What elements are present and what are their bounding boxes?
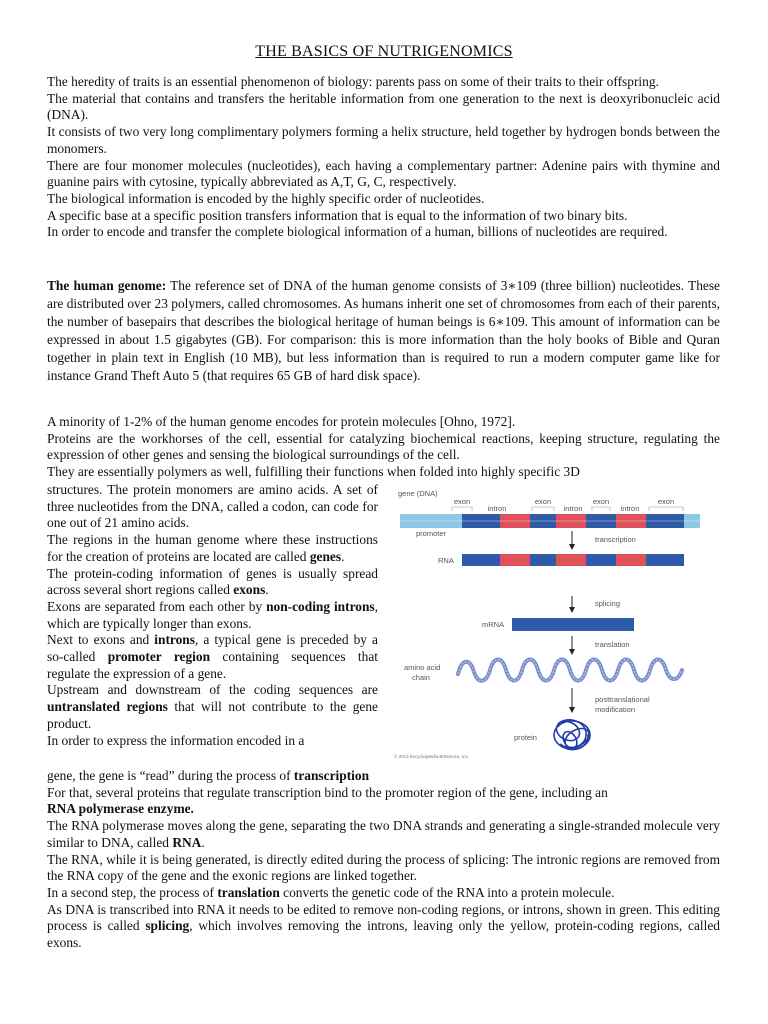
paragraph: A specific base at a specific position transfers information that is equal to the information of two binary bits. <box>47 207 628 223</box>
transcription-section <box>47 768 720 952</box>
text-span: , a typical gene is preceded by a so-called <box>47 632 378 665</box>
gene-dna-label: gene (DNA) <box>398 489 438 498</box>
text-span: For that, several proteins that regulate transcription bind to the promoter region of the gene, including an <box>47 784 608 800</box>
bold-term: transcription <box>293 768 370 783</box>
text-span: Upstream and downstream of the coding sequences are <box>47 682 378 698</box>
modification-label: modification <box>595 705 636 714</box>
folded-protein <box>553 718 592 752</box>
bold-term: translation <box>217 884 280 900</box>
paragraph <box>47 885 720 902</box>
bold-term: RNA <box>172 834 202 850</box>
text-span: The RNA polymerase moves along the gene, separating the two DNA strands and generating a single-stranded molecule very similar to DNA, called <box>47 818 720 850</box>
exon-label: exon <box>534 497 552 506</box>
genome-text: The reference set of DNA of the human genome consists of 3∗109 (three billion) nucleotides. These are distributed over 23 polymers, called chromosomes. As humans inherit one set of chromosomes from each of their parents, the number of basepairs that describes the biological heritage of human beings is 6∗109. This amount of information can be expressed in about 1.5 gigabytes (GB). For comparison: this is more information than the holy books of Bible and Quran together in plain text in English (10 MB), but less information than is required to run a modern computer game like for instance Grand Theft Auto 5 (that requires 65 GB of hard disk space). <box>47 278 720 384</box>
paragraph <box>47 768 720 785</box>
paragraph <box>47 566 378 599</box>
proteins-section <box>47 414 720 481</box>
paragraph <box>47 532 378 565</box>
intron-label: intron <box>620 504 640 513</box>
paragraph: The RNA, while it is being generated, is directly edited during the process of splicing: The intronic regions are removed from the RNA copy of the gene and the exonic regions are linked together. <box>47 851 720 884</box>
paragraph: The biological information is encoded by the highly specific order of nucleotides. <box>47 190 485 206</box>
bold-term: non-coding introns <box>266 598 375 614</box>
posttranslational-label: posttranslational <box>595 695 650 704</box>
paragraph <box>47 818 720 851</box>
paragraph <box>47 632 378 682</box>
bold-term: untranslated regions <box>47 699 168 715</box>
text-span: The protein-coding information of genes is usually spread across several short regions called <box>47 565 378 598</box>
paragraph <box>47 277 720 386</box>
gene-expression-diagram <box>390 484 720 764</box>
paragraph: In order to encode and transfer the complete biological information of a human, billions of nucleotides are required. <box>47 224 668 240</box>
human-genome-section <box>47 277 720 386</box>
mrna-label: mRNA <box>482 620 505 629</box>
paragraph: There are four monomer molecules (nucleotides), each having a complementary partner: Adenine pairs with thymine and guanine pairs with cytosine, typically abbreviated as A,T, G, C, respectively. <box>47 157 720 190</box>
text-span: converts the genetic code of the RNA into a protein molecule. <box>279 884 615 900</box>
paragraph: A minority of 1-2% of the human genome encodes for protein molecules [Ohno, 1972]. <box>47 414 516 429</box>
paragraph: They are essentially polymers as well, fulfilling their functions when folded into highly specific 3D <box>47 464 580 480</box>
rna-label: RNA <box>438 556 454 565</box>
paragraph: structures. The protein monomers are amino acids. A set of three nucleotides from the DNA, called a codon, can code for one out of 21 amino acids. <box>47 482 378 531</box>
paragraph: The heredity of traits is an essential phenomenon of biology: parents pass on some of their traits to their offspring. <box>47 74 659 89</box>
transcription-label: transcription <box>595 535 636 544</box>
chain-label: chain <box>412 673 430 682</box>
section-heading: The human genome: <box>47 278 167 293</box>
intro-section <box>47 74 720 241</box>
mrna-strand <box>512 618 634 631</box>
paragraph: The material that contains and transfers the heritable information from one generation to the next is deoxyribonucleic acid (DNA). <box>47 90 720 123</box>
text-span: . <box>341 548 345 564</box>
text-span: that will not contribute to the gene product. <box>47 699 378 731</box>
figure-copyright: © 2013 Encyclopædia Britannica, Inc. <box>394 754 470 759</box>
paragraph <box>47 599 378 632</box>
paragraph <box>47 785 720 818</box>
paragraph: It consists of two very long complimentary polymers forming a helix structure, held together by hydrogen bonds between the monomers. <box>47 124 720 156</box>
bold-term: promoter region <box>107 649 211 665</box>
text-span: , which involves removing the introns, leaving only the yellow, protein-coding regions, called exons. <box>47 918 720 951</box>
text-span: As DNA is transcribed into RNA it needs to be edited to remove non-coding regions, or introns, shown in green. This editing process is called <box>47 901 720 934</box>
exon-label: exon <box>657 497 675 506</box>
text-span: Next to exons and <box>47 632 155 648</box>
intron-label: intron <box>487 504 507 513</box>
gene-expression-figure <box>390 484 720 764</box>
text-span: , which are typically longer than exons. <box>47 598 378 631</box>
intron-label: intron <box>563 504 583 513</box>
translation-label: translation <box>595 640 630 649</box>
paragraph: In order to express the information encoded in a <box>47 732 305 748</box>
paragraph <box>47 902 720 952</box>
bold-term: exons <box>233 582 266 598</box>
text-span: . <box>201 834 205 850</box>
protein-label: protein <box>514 733 537 742</box>
paragraph <box>47 682 378 732</box>
bold-term: genes <box>309 548 342 564</box>
text-span: containing sequences that regulate the expression of a gene. <box>47 649 378 681</box>
text-span: The regions in the human genome where these instructions for the creation of proteins are located are called <box>47 532 378 564</box>
paragraph: Proteins are the workhorses of the cell, essential for catalyzing biochemical reactions, keeping structure, regulating the expression of other genes and sensing the biological surroundings of the cell. <box>47 430 720 463</box>
amino-acid-label: amino acid <box>404 663 441 672</box>
gene-structure-column <box>47 482 378 749</box>
text-span: . <box>265 582 269 598</box>
dna-strand <box>400 514 700 528</box>
bold-term: introns <box>154 632 195 648</box>
promoter-label: promoter <box>416 529 447 538</box>
page-title: THE BASICS OF NUTRIGENOMICS <box>255 43 513 60</box>
rna-strand <box>462 554 684 566</box>
text-span: In a second step, the process of <box>47 884 218 900</box>
amino-acid-chain <box>458 660 682 681</box>
bold-term: splicing <box>145 918 190 934</box>
splicing-label: splicing <box>595 599 621 608</box>
bold-term: RNA polymerase enzyme. <box>47 801 194 817</box>
text-span: Exons are separated from each other by <box>47 598 267 614</box>
exon-label: exon <box>592 497 610 506</box>
text-span: gene, the gene is “read” during the process of <box>47 768 294 783</box>
exon-label: exon <box>453 497 471 506</box>
